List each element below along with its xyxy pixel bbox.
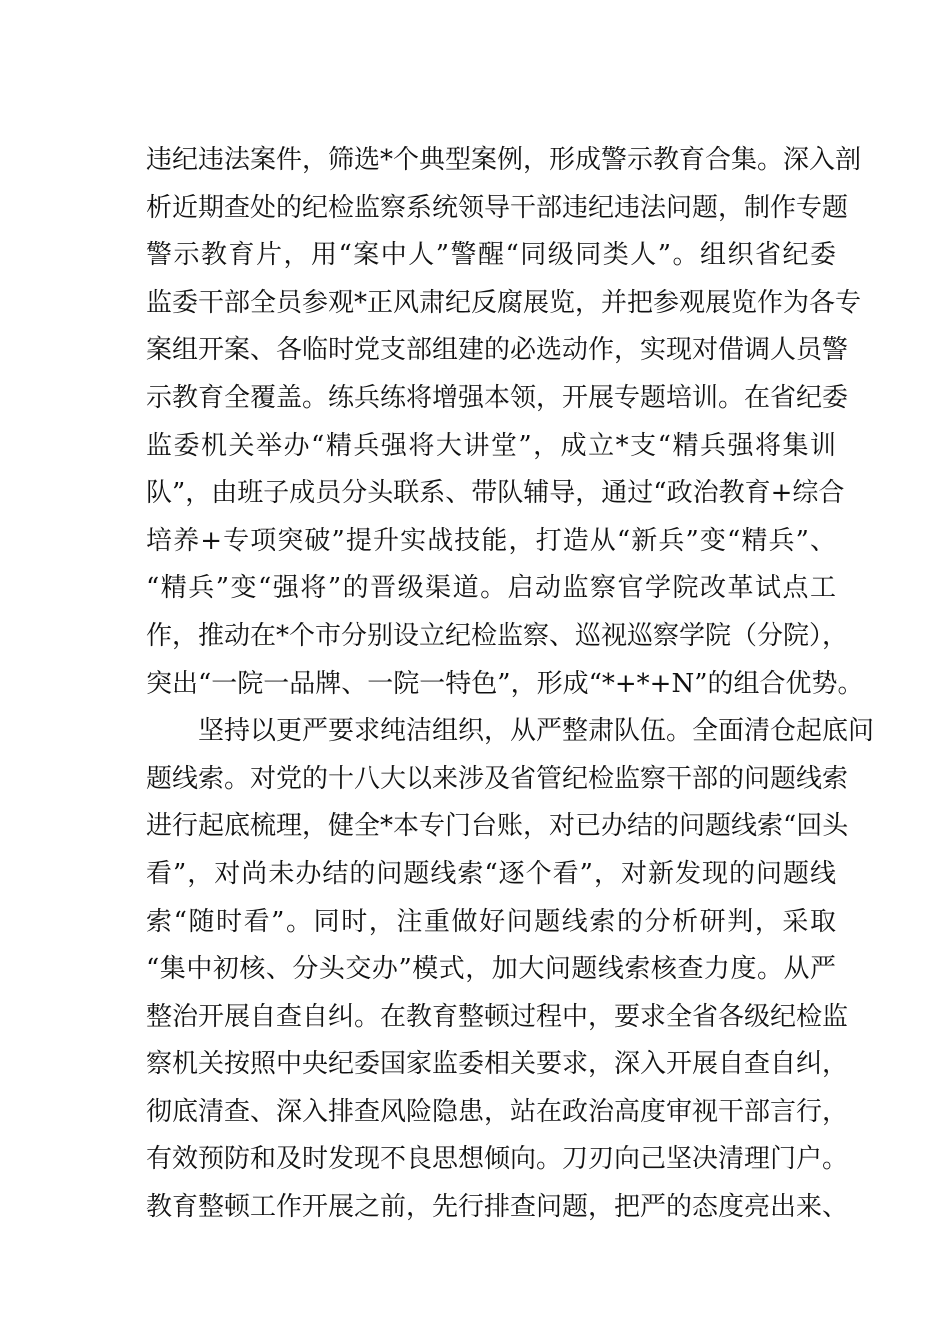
- text-line: 整治开展自查自纠。在教育整顿过程中，要求全省各级纪检监: [146, 1001, 849, 1032]
- text-line: 示教育全覆盖。练兵练将增强本领，开展专题培训。在省纪委: [146, 382, 849, 413]
- text-line: 教育整顿工作开展之前，先行排查问题，把严的态度亮出来、: [146, 1192, 849, 1223]
- text-line: 进行起底梳理，健全*本专门台账，对已办结的问题线索“回头: [146, 811, 849, 842]
- text-line: 看”，对尚未办结的问题线索“逐个看”，对新发现的问题线: [146, 858, 836, 889]
- text-line: 队”，由班子成员分头联系、带队辅导，通过“政治教育+综合: [146, 478, 845, 509]
- text-line: 培养+专项突破”提升实战技能，打造从“新兵”变“精兵”、: [146, 525, 836, 556]
- text-line: 题线索。对党的十八大以来涉及省管纪检监察干部的问题线索: [146, 763, 849, 794]
- text-line: 索“随时看”。同时，注重做好问题线索的分析研判，采取: [146, 906, 836, 937]
- text-line: 违纪违法案件，筛选*个典型案例，形成警示教育合集。深入剖: [146, 145, 862, 175]
- text-line: 彻底清查、深入排查风险隐患，站在政治高度审视干部言行，: [146, 1096, 849, 1127]
- text-line: 突出“一院一品牌、一院一特色”，形成“*+*+N”的组合优势。: [146, 668, 864, 699]
- body-text: [146, 137, 875, 1232]
- text-line: “集中初核、分头交办”模式，加大问题线索核查力度。从严: [146, 954, 836, 985]
- text-line: 监委干部全员参观*正风肃纪反腐展览，并把参观展览作为各专: [146, 287, 862, 318]
- text-line: 监委机关举办“精兵强将大讲堂”，成立*支“精兵强将集训: [146, 430, 836, 461]
- text-line: 警示教育片，用“案中人”警醒“同级同类人”。组织省纪委: [146, 240, 836, 271]
- text-line: 案组开案、各临时党支部组建的必选动作，实现对借调人员警: [146, 335, 849, 366]
- text-line: 作，推动在*个市分别设立纪检监察、巡视巡察学院（分院），: [146, 620, 849, 651]
- text-line: “精兵”变“强将”的晋级渠道。启动监察官学院改革试点工: [146, 573, 836, 604]
- text-line: 有效预防和及时发现不良思想倾向。刀刃向己坚决清理门户。: [146, 1144, 849, 1175]
- text-line: 察机关按照中央纪委国家监委相关要求，深入开展自查自纠，: [146, 1049, 849, 1080]
- text-line: 析近期查处的纪检监察系统领导干部违纪违法问题，制作专题: [146, 192, 849, 223]
- text-line: 坚持以更严要求纯洁组织，从严整肃队伍。全面清仓起底问: [146, 716, 875, 747]
